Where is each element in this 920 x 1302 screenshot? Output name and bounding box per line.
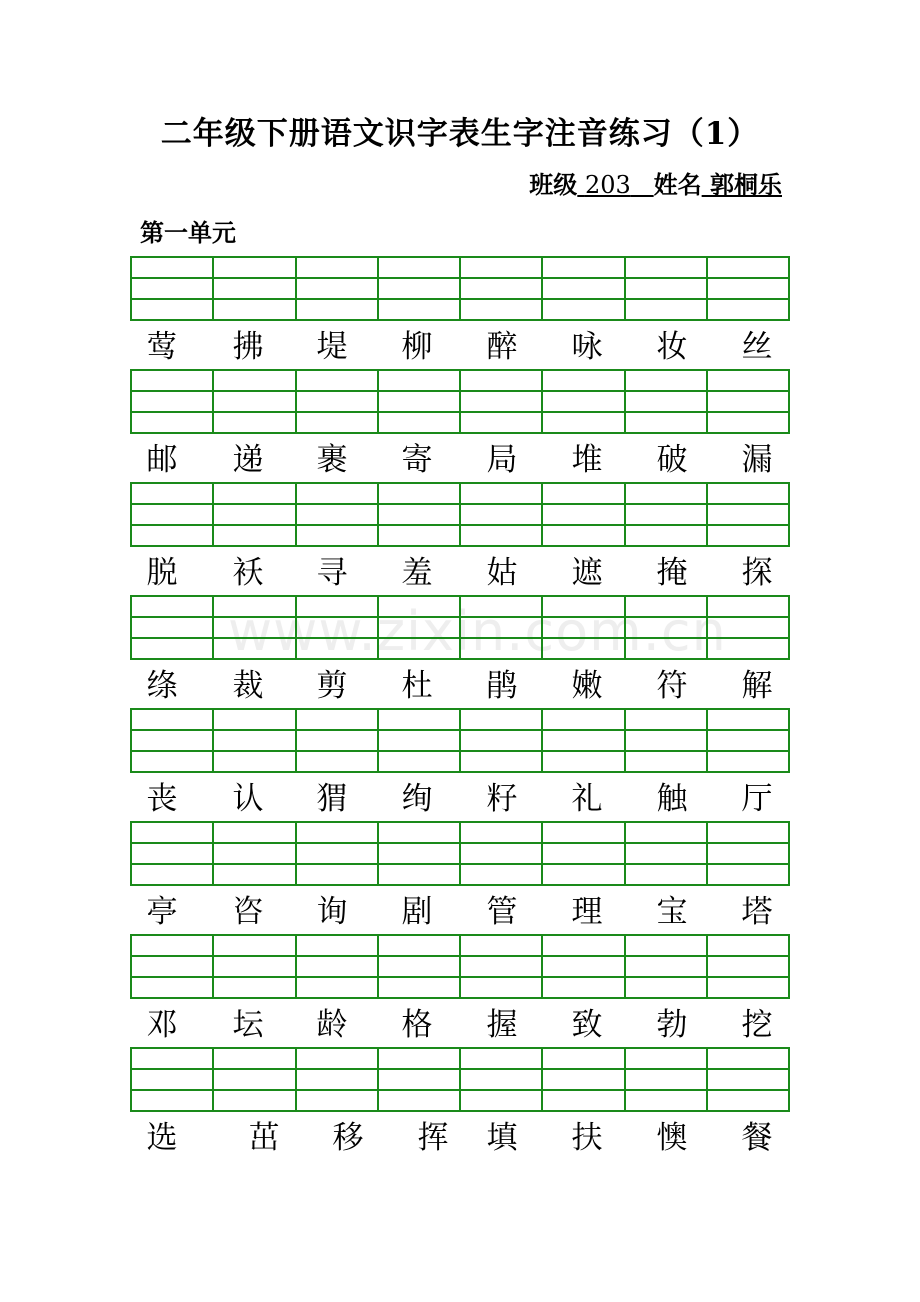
character: 咏 [571, 329, 603, 365]
pinyin-cell[interactable] [625, 977, 707, 998]
pinyin-cell[interactable] [707, 956, 789, 977]
pinyin-cell[interactable] [378, 617, 460, 638]
pinyin-cell[interactable] [542, 751, 624, 772]
character: 宝 [656, 894, 688, 930]
pinyin-cell[interactable] [213, 751, 295, 772]
character: 妆 [656, 329, 688, 365]
pinyin-cell[interactable] [625, 1048, 707, 1069]
pinyin-cell[interactable] [131, 730, 213, 751]
pinyin-cell[interactable] [296, 412, 378, 433]
pinyin-cell[interactable] [542, 1069, 624, 1090]
character: 掩 [656, 555, 688, 591]
pinyin-grid[interactable] [130, 1047, 790, 1112]
pinyin-cell[interactable] [542, 730, 624, 751]
pinyin-cell[interactable] [131, 977, 213, 998]
pinyin-grid[interactable] [130, 369, 790, 434]
pinyin-cell[interactable] [542, 370, 624, 391]
character: 挥 [417, 1120, 449, 1156]
character: 醉 [486, 329, 518, 365]
name-field [702, 170, 782, 199]
character: 鹃 [486, 668, 518, 704]
pinyin-cell[interactable] [296, 956, 378, 977]
pinyin-cell[interactable] [296, 257, 378, 278]
pinyin-cell[interactable] [378, 257, 460, 278]
character: 勃 [656, 1007, 688, 1043]
pinyin-cell[interactable] [460, 483, 542, 504]
pinyin-cell[interactable] [460, 617, 542, 638]
pinyin-cell[interactable] [625, 843, 707, 864]
character: 袄 [232, 555, 264, 591]
character: 选 [146, 1120, 178, 1156]
pinyin-cell[interactable] [213, 709, 295, 730]
class-field [577, 171, 653, 199]
pinyin-cell[interactable] [296, 730, 378, 751]
pinyin-cell[interactable] [213, 864, 295, 885]
pinyin-cell[interactable] [378, 1069, 460, 1090]
character: 莺 [146, 329, 178, 365]
pinyin-cell[interactable] [378, 822, 460, 843]
pinyin-cell[interactable] [378, 843, 460, 864]
pinyin-cell[interactable] [460, 935, 542, 956]
pinyin-cell[interactable] [213, 483, 295, 504]
character: 茁 [248, 1120, 280, 1156]
pinyin-cell[interactable] [707, 504, 789, 525]
pinyin-cell[interactable] [707, 751, 789, 772]
pinyin-cell[interactable] [296, 751, 378, 772]
pinyin-cell[interactable] [460, 864, 542, 885]
page-title: 二年级下册语文识字表生字注音练习（1） [160, 116, 760, 152]
pinyin-cell[interactable] [625, 864, 707, 885]
pinyin-cell[interactable] [542, 1090, 624, 1111]
pinyin-cell[interactable] [707, 638, 789, 659]
character-row [130, 1002, 790, 1048]
pinyin-cell[interactable] [707, 977, 789, 998]
pinyin-cell[interactable] [378, 299, 460, 320]
pinyin-cell[interactable] [460, 730, 542, 751]
character: 邓 [146, 1007, 178, 1043]
character-row [130, 550, 790, 596]
pinyin-cell[interactable] [213, 412, 295, 433]
pinyin-cell[interactable] [131, 412, 213, 433]
character: 绦 [146, 668, 178, 704]
character: 拂 [232, 329, 264, 365]
pinyin-cell[interactable] [707, 1069, 789, 1090]
pinyin-grid[interactable] [130, 708, 790, 773]
character: 堆 [571, 442, 603, 478]
pinyin-cell[interactable] [542, 596, 624, 617]
pinyin-cell[interactable] [460, 596, 542, 617]
pinyin-cell[interactable] [378, 730, 460, 751]
character-row [130, 1115, 790, 1161]
pinyin-cell[interactable] [707, 483, 789, 504]
pinyin-cell[interactable] [131, 299, 213, 320]
character: 询 [316, 894, 348, 930]
class-label: 班级 [529, 170, 578, 199]
pinyin-cell[interactable] [542, 843, 624, 864]
pinyin-cell[interactable] [131, 638, 213, 659]
pinyin-cell[interactable] [131, 709, 213, 730]
character: 亭 [146, 894, 178, 930]
pinyin-cell[interactable] [542, 525, 624, 546]
pinyin-cell[interactable] [542, 822, 624, 843]
pinyin-cell[interactable] [213, 843, 295, 864]
character: 裹 [316, 442, 348, 478]
pinyin-cell[interactable] [625, 596, 707, 617]
pinyin-cell[interactable] [707, 935, 789, 956]
pinyin-cell[interactable] [131, 1048, 213, 1069]
pinyin-grid[interactable] [130, 934, 790, 999]
character: 破 [656, 442, 688, 478]
watermark: www.zixin.com.cn [228, 600, 727, 663]
pinyin-cell[interactable] [707, 412, 789, 433]
pinyin-cell[interactable] [131, 391, 213, 412]
pinyin-cell[interactable] [213, 1090, 295, 1111]
pinyin-cell[interactable] [296, 843, 378, 864]
character: 剪 [316, 668, 348, 704]
pinyin-cell[interactable] [542, 278, 624, 299]
pinyin-cell[interactable] [213, 956, 295, 977]
pinyin-cell[interactable] [460, 299, 542, 320]
pinyin-cell[interactable] [378, 935, 460, 956]
pinyin-cell[interactable] [707, 299, 789, 320]
pinyin-cell[interactable] [378, 412, 460, 433]
character: 脱 [146, 555, 178, 591]
pinyin-cell[interactable] [213, 278, 295, 299]
pinyin-cell[interactable] [707, 864, 789, 885]
pinyin-cell[interactable] [707, 1048, 789, 1069]
pinyin-grid[interactable] [130, 821, 790, 886]
pinyin-grid[interactable] [130, 482, 790, 547]
pinyin-cell[interactable] [625, 730, 707, 751]
pinyin-cell[interactable] [460, 1090, 542, 1111]
character: 绚 [401, 781, 433, 817]
character: 格 [401, 1007, 433, 1043]
character: 懊 [656, 1120, 688, 1156]
character: 柳 [401, 329, 433, 365]
pinyin-cell[interactable] [625, 504, 707, 525]
pinyin-cell[interactable] [625, 1069, 707, 1090]
pinyin-cell[interactable] [378, 1090, 460, 1111]
pinyin-cell[interactable] [707, 1090, 789, 1111]
pinyin-cell[interactable] [625, 370, 707, 391]
pinyin-cell[interactable] [213, 299, 295, 320]
character: 局 [486, 442, 518, 478]
pinyin-cell[interactable] [542, 977, 624, 998]
character: 扶 [571, 1120, 603, 1156]
pinyin-cell[interactable] [378, 391, 460, 412]
pinyin-cell[interactable] [625, 751, 707, 772]
character-row [130, 324, 790, 370]
pinyin-cell[interactable] [460, 956, 542, 977]
pinyin-cell[interactable] [625, 391, 707, 412]
pinyin-cell[interactable] [707, 730, 789, 751]
character: 剧 [401, 894, 433, 930]
pinyin-cell[interactable] [131, 525, 213, 546]
pinyin-cell[interactable] [296, 391, 378, 412]
character-row [130, 437, 790, 483]
pinyin-cell[interactable] [460, 504, 542, 525]
pinyin-cell[interactable] [296, 822, 378, 843]
pinyin-cell[interactable] [542, 391, 624, 412]
pinyin-cell[interactable] [460, 278, 542, 299]
pinyin-cell[interactable] [707, 822, 789, 843]
pinyin-cell[interactable] [378, 956, 460, 977]
pinyin-cell[interactable] [625, 483, 707, 504]
pinyin-cell[interactable] [296, 299, 378, 320]
pinyin-cell[interactable] [131, 864, 213, 885]
pinyin-cell[interactable] [213, 1048, 295, 1069]
pinyin-cell[interactable] [542, 935, 624, 956]
character: 握 [486, 1007, 518, 1043]
pinyin-cell[interactable] [213, 391, 295, 412]
pinyin-cell[interactable] [460, 391, 542, 412]
pinyin-cell[interactable] [296, 1069, 378, 1090]
pinyin-cell[interactable] [296, 525, 378, 546]
character: 管 [486, 894, 518, 930]
pinyin-cell[interactable] [131, 935, 213, 956]
character: 寄 [401, 442, 433, 478]
pinyin-cell[interactable] [213, 257, 295, 278]
pinyin-cell[interactable] [131, 617, 213, 638]
character: 符 [656, 668, 688, 704]
character: 丝 [741, 329, 773, 365]
pinyin-cell[interactable] [460, 822, 542, 843]
pinyin-cell[interactable] [460, 257, 542, 278]
pinyin-cell[interactable] [542, 483, 624, 504]
pinyin-cell[interactable] [296, 977, 378, 998]
pinyin-cell[interactable] [213, 370, 295, 391]
pinyin-cell[interactable] [542, 504, 624, 525]
pinyin-cell[interactable] [131, 822, 213, 843]
pinyin-cell[interactable] [213, 730, 295, 751]
pinyin-cell[interactable] [131, 596, 213, 617]
character: 邮 [146, 442, 178, 478]
pinyin-cell[interactable] [213, 977, 295, 998]
character: 解 [741, 668, 773, 704]
pinyin-cell[interactable] [542, 956, 624, 977]
pinyin-cell[interactable] [131, 843, 213, 864]
pinyin-cell[interactable] [378, 370, 460, 391]
pinyin-cell[interactable] [460, 412, 542, 433]
character: 探 [741, 555, 773, 591]
character: 填 [486, 1120, 518, 1156]
pinyin-cell[interactable] [296, 935, 378, 956]
pinyin-cell[interactable] [460, 709, 542, 730]
pinyin-cell[interactable] [296, 370, 378, 391]
name-value: 郭桐乐 [710, 170, 782, 199]
pinyin-cell[interactable] [378, 525, 460, 546]
pinyin-cell[interactable] [460, 977, 542, 998]
pinyin-cell[interactable] [131, 483, 213, 504]
pinyin-cell[interactable] [131, 956, 213, 977]
pinyin-cell[interactable] [213, 596, 295, 617]
pinyin-cell[interactable] [378, 709, 460, 730]
pinyin-cell[interactable] [625, 1090, 707, 1111]
pinyin-grid[interactable] [130, 256, 790, 321]
pinyin-cell[interactable] [131, 278, 213, 299]
character: 裁 [232, 668, 264, 704]
character: 坛 [232, 1007, 264, 1043]
pinyin-cell[interactable] [707, 596, 789, 617]
pinyin-cell[interactable] [707, 370, 789, 391]
character: 寻 [316, 555, 348, 591]
pinyin-cell[interactable] [213, 935, 295, 956]
pinyin-cell[interactable] [378, 278, 460, 299]
pinyin-cell[interactable] [378, 977, 460, 998]
character: 致 [571, 1007, 603, 1043]
pinyin-cell[interactable] [296, 864, 378, 885]
pinyin-cell[interactable] [625, 935, 707, 956]
character-row [130, 776, 790, 822]
character: 挖 [741, 1007, 773, 1043]
pinyin-cell[interactable] [296, 638, 378, 659]
pinyin-cell[interactable] [625, 822, 707, 843]
pinyin-cell[interactable] [542, 1048, 624, 1069]
character: 遮 [571, 555, 603, 591]
pinyin-cell[interactable] [542, 299, 624, 320]
pinyin-cell[interactable] [625, 412, 707, 433]
pinyin-cell[interactable] [625, 956, 707, 977]
pinyin-cell[interactable] [131, 751, 213, 772]
unit-heading: 第一单元 [140, 218, 236, 247]
pinyin-cell[interactable] [707, 525, 789, 546]
name-label: 姓名 [653, 170, 702, 199]
pinyin-cell[interactable] [542, 864, 624, 885]
pinyin-cell[interactable] [296, 617, 378, 638]
pinyin-cell[interactable] [625, 638, 707, 659]
pinyin-cell[interactable] [625, 525, 707, 546]
pinyin-cell[interactable] [213, 822, 295, 843]
character: 触 [656, 781, 688, 817]
pinyin-cell[interactable] [460, 1069, 542, 1090]
character: 礼 [571, 781, 603, 817]
character: 餐 [741, 1120, 773, 1156]
pinyin-cell[interactable] [213, 504, 295, 525]
pinyin-cell[interactable] [707, 709, 789, 730]
pinyin-cell[interactable] [707, 617, 789, 638]
character: 丧 [146, 781, 178, 817]
pinyin-cell[interactable] [707, 278, 789, 299]
pinyin-cell[interactable] [707, 391, 789, 412]
character-row [130, 663, 790, 709]
pinyin-cell[interactable] [296, 596, 378, 617]
pinyin-cell[interactable] [378, 751, 460, 772]
character: 咨 [232, 894, 264, 930]
character: 籽 [486, 781, 518, 817]
pinyin-cell[interactable] [460, 751, 542, 772]
pinyin-cell[interactable] [213, 638, 295, 659]
pinyin-cell[interactable] [213, 1069, 295, 1090]
pinyin-cell[interactable] [296, 1048, 378, 1069]
character: 移 [332, 1120, 364, 1156]
pinyin-cell[interactable] [378, 1048, 460, 1069]
pinyin-cell[interactable] [625, 709, 707, 730]
student-info [529, 168, 782, 202]
character: 杜 [401, 668, 433, 704]
pinyin-cell[interactable] [707, 843, 789, 864]
pinyin-cell[interactable] [460, 525, 542, 546]
pinyin-cell[interactable] [131, 504, 213, 525]
pinyin-cell[interactable] [378, 483, 460, 504]
pinyin-cell[interactable] [460, 370, 542, 391]
pinyin-cell[interactable] [625, 278, 707, 299]
pinyin-cell[interactable] [542, 709, 624, 730]
pinyin-cell[interactable] [378, 864, 460, 885]
pinyin-cell[interactable] [460, 638, 542, 659]
pinyin-cell[interactable] [378, 638, 460, 659]
pinyin-cell[interactable] [296, 1090, 378, 1111]
pinyin-cell[interactable] [625, 299, 707, 320]
pinyin-cell[interactable] [460, 1048, 542, 1069]
pinyin-cell[interactable] [542, 638, 624, 659]
pinyin-cell[interactable] [460, 843, 542, 864]
pinyin-cell[interactable] [542, 617, 624, 638]
pinyin-cell[interactable] [131, 1069, 213, 1090]
pinyin-cell[interactable] [378, 596, 460, 617]
character: 猬 [316, 781, 348, 817]
pinyin-cell[interactable] [213, 617, 295, 638]
character: 厅 [741, 781, 773, 817]
character: 理 [571, 894, 603, 930]
character: 龄 [316, 1007, 348, 1043]
pinyin-cell[interactable] [625, 617, 707, 638]
pinyin-cell[interactable] [131, 370, 213, 391]
pinyin-cell[interactable] [296, 504, 378, 525]
character: 姑 [486, 555, 518, 591]
character: 嫩 [571, 668, 603, 704]
character: 认 [232, 781, 264, 817]
pinyin-cell[interactable] [131, 257, 213, 278]
pinyin-cell[interactable] [296, 483, 378, 504]
class-value: 203 [584, 171, 631, 199]
pinyin-cell[interactable] [542, 257, 624, 278]
pinyin-cell[interactable] [296, 278, 378, 299]
pinyin-grid[interactable] [130, 595, 790, 660]
pinyin-cell[interactable] [542, 412, 624, 433]
pinyin-cell[interactable] [296, 709, 378, 730]
character: 递 [232, 442, 264, 478]
pinyin-cell[interactable] [131, 1090, 213, 1111]
character: 堤 [316, 329, 348, 365]
pinyin-cell[interactable] [213, 525, 295, 546]
character-row [130, 889, 790, 935]
character: 漏 [741, 442, 773, 478]
pinyin-cell[interactable] [707, 257, 789, 278]
pinyin-cell[interactable] [625, 257, 707, 278]
pinyin-cell[interactable] [378, 504, 460, 525]
character: 羞 [401, 555, 433, 591]
character: 塔 [741, 894, 773, 930]
